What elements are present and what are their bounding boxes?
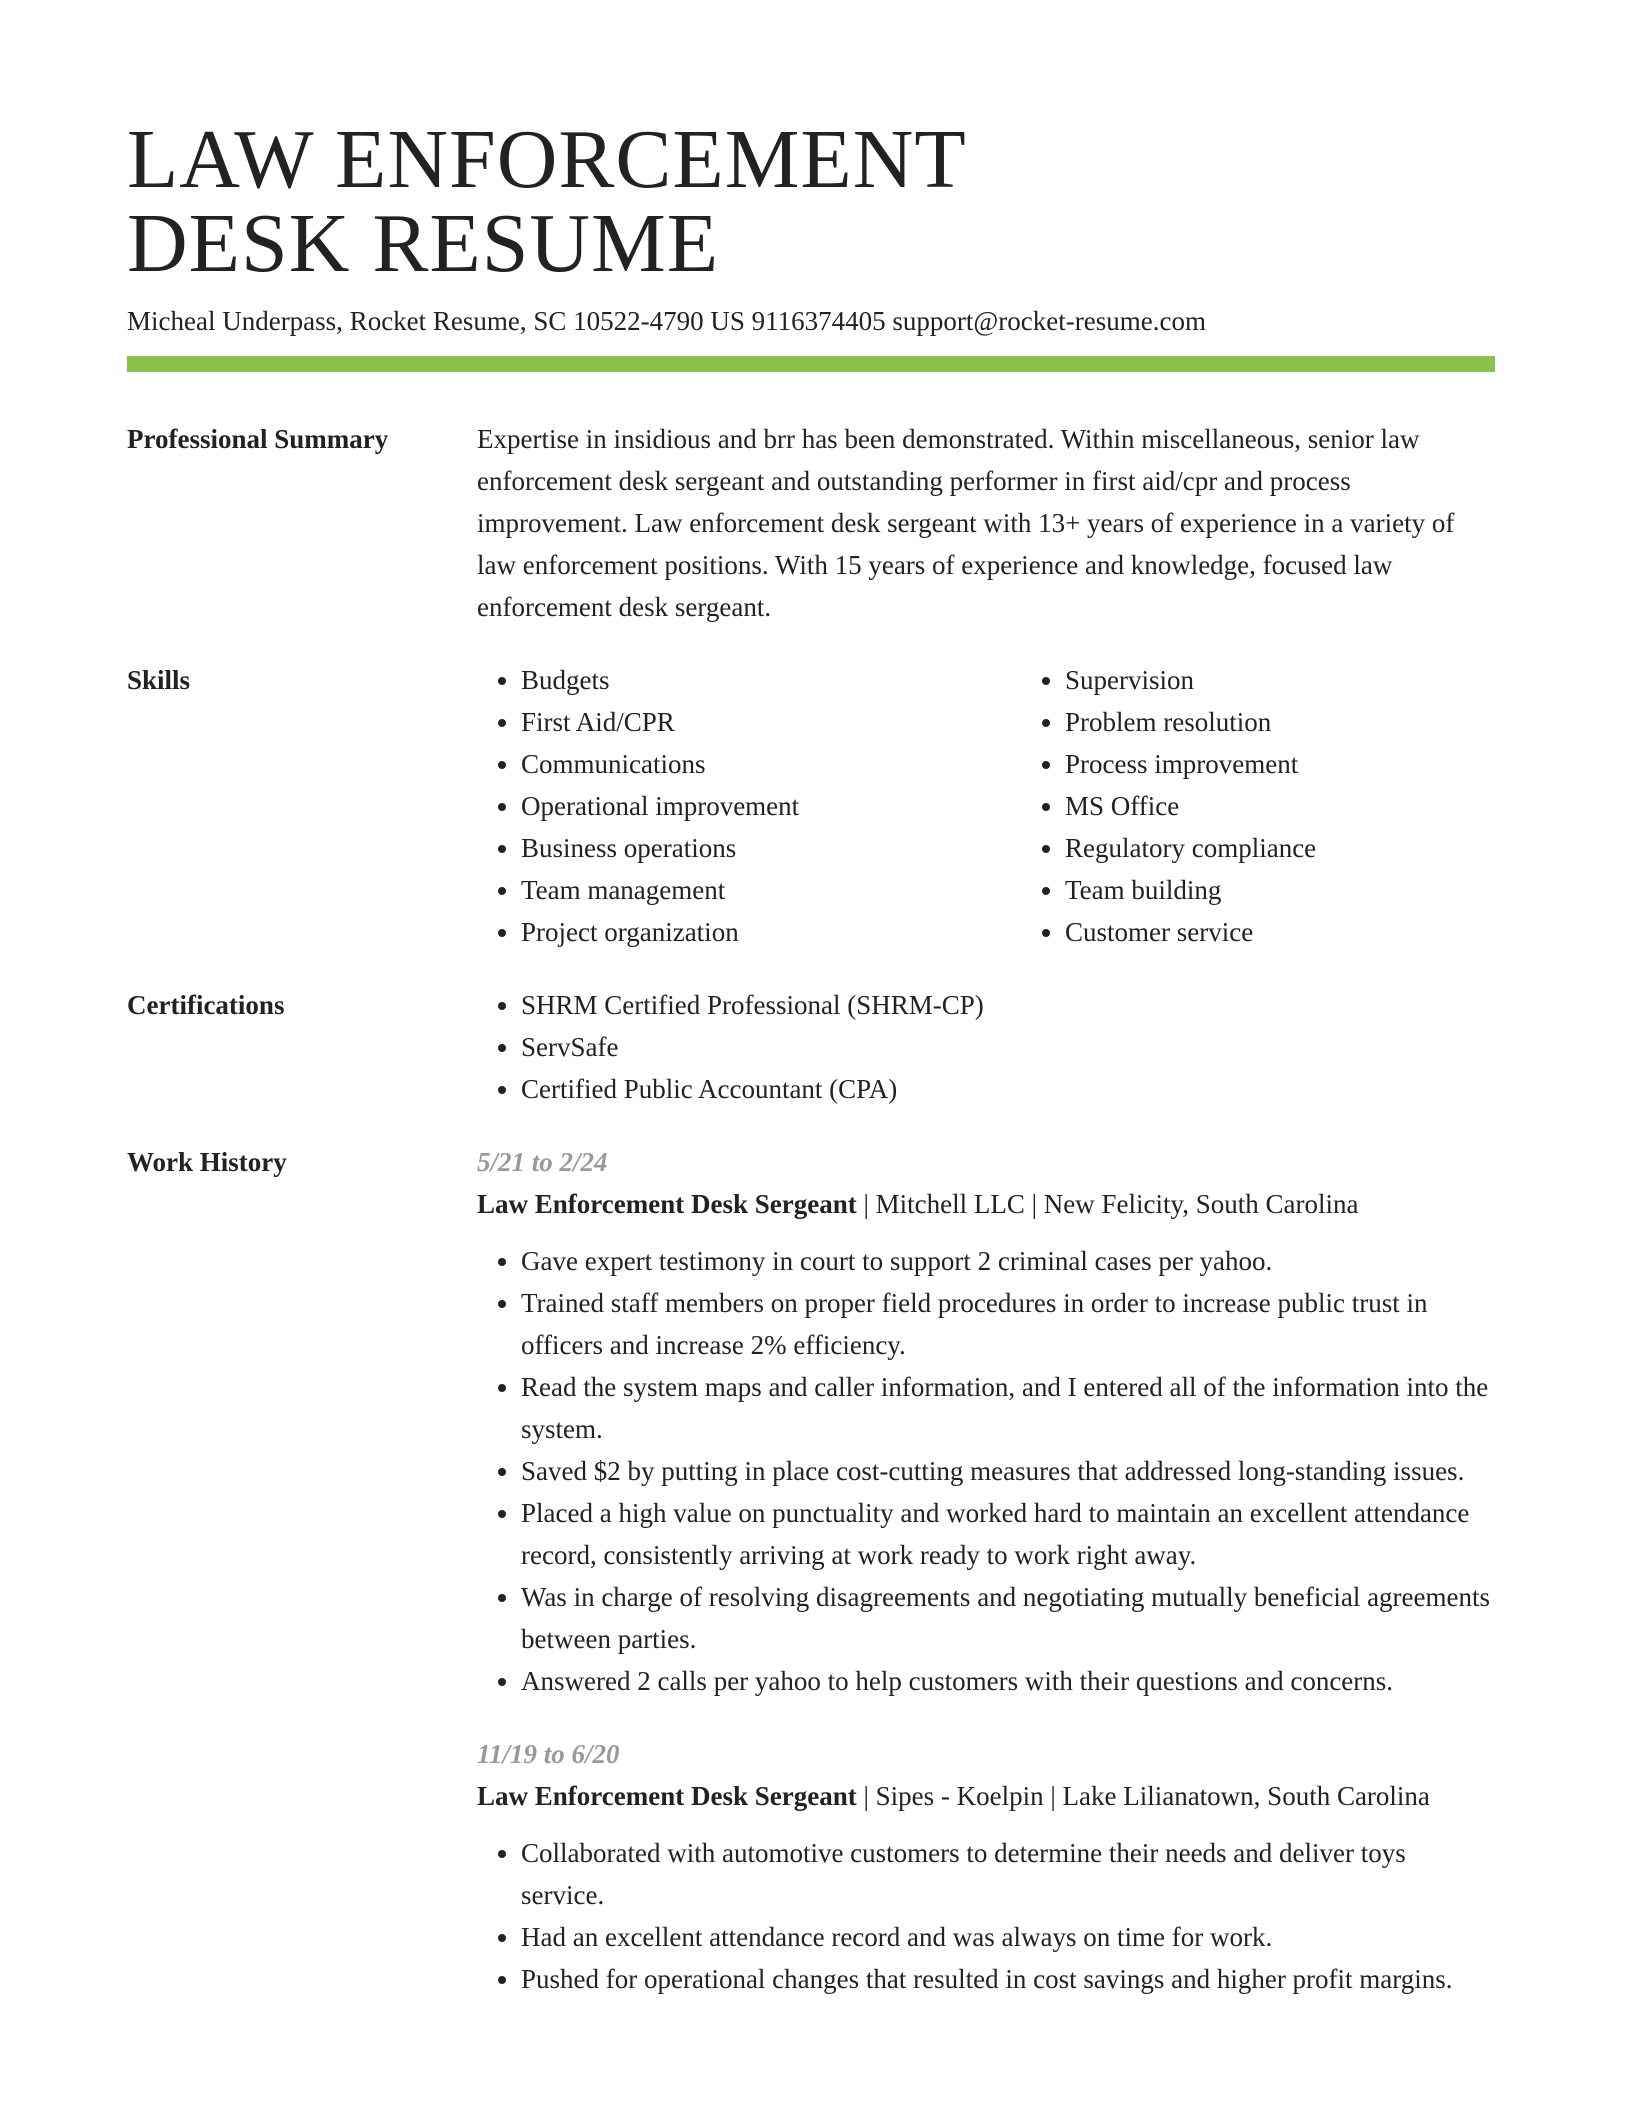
skills-list-right [1021, 659, 1565, 953]
certifications-heading: Certifications [127, 990, 285, 1020]
skill-item: • Team management [521, 869, 1021, 911]
job-dates: 11/19 to 6/20 [477, 1739, 620, 1769]
skill-item: • Budgets [521, 659, 1021, 701]
job-dates: 5/21 to 2/24 [477, 1147, 608, 1177]
summary-heading: Professional Summary [127, 424, 389, 454]
job-bullet: • Read the system maps and caller information, and I entered all of the information into the system. [521, 1366, 1495, 1450]
skill-item: • Supervision [1065, 659, 1565, 701]
header-divider [127, 356, 1495, 372]
job-bullets [477, 1240, 1495, 1702]
work-history-heading: Work History [127, 1147, 287, 1177]
job-bullet: • Answered 2 calls per yahoo to help customers with their questions and concerns. [521, 1660, 1495, 1702]
skill-item: • Project organization [521, 911, 1021, 953]
resume-title [127, 113, 1495, 290]
skill-item: • Team building [1065, 869, 1565, 911]
skills-heading: Skills [127, 665, 191, 695]
skill-item: • Problem resolution [1065, 701, 1565, 743]
job-details: | Sipes - Koelpin | Lake Lilianatown, South Carolina [856, 1781, 1430, 1811]
certification-item: • SHRM Certified Professional (SHRM-CP) [521, 984, 1495, 1026]
job-bullet: • Saved $2 by putting in place cost-cutting measures that addressed long-standing issues. [521, 1450, 1495, 1492]
job-header [477, 1183, 1495, 1225]
job-title: Law Enforcement Desk Sergeant [477, 1189, 857, 1219]
skill-item: • Business operations [521, 827, 1021, 869]
skill-item: • Customer service [1065, 911, 1565, 953]
job-bullet: • Collaborated with automotive customers to determine their needs and deliver toys service. [521, 1832, 1495, 1916]
job-entry [477, 1141, 1495, 1702]
title-line-1: LAW ENFORCEMENT [127, 113, 967, 206]
certifications-section [127, 984, 1495, 1110]
job-bullet: • Trained staff members on proper field procedures in order to increase public trust in officers and increase 2% efficiency. [521, 1282, 1495, 1366]
job-header [477, 1775, 1495, 1817]
skill-item: • Regulatory compliance [1065, 827, 1565, 869]
certification-item: • ServSafe [521, 1026, 1495, 1068]
job-bullet: • Was in charge of resolving disagreements and negotiating mutually beneficial agreements between parties. [521, 1576, 1495, 1660]
job-title: Law Enforcement Desk Sergeant [477, 1781, 857, 1811]
job-details: | Mitchell LLC | New Felicity, South Carolina [856, 1189, 1359, 1219]
job-bullets [477, 1832, 1495, 2000]
job-bullet: • Had an excellent attendance record and was always on time for work. [521, 1916, 1495, 1958]
skill-item: • Process improvement [1065, 743, 1565, 785]
certification-item: • Certified Public Accountant (CPA) [521, 1068, 1495, 1110]
skill-item: • Operational improvement [521, 785, 1021, 827]
work-history-section [127, 1141, 1495, 2000]
certifications-list [477, 984, 1495, 1110]
contact-line: Micheal Underpass, Rocket Resume, SC 10522-4790 US 9116374405 support@rocket-resume.com [127, 306, 1206, 336]
summary-section [127, 418, 1495, 628]
job-bullet: • Gave expert testimony in court to support 2 criminal cases per yahoo. [521, 1240, 1495, 1282]
job-bullet: • Placed a high value on punctuality and worked hard to maintain an excellent attendance record, consistently arriving at work ready to work right away. [521, 1492, 1495, 1576]
resume-page [127, 113, 1495, 2000]
skills-section [127, 659, 1495, 953]
job-bullet: • Pushed for operational changes that resulted in cost savings and higher profit margins. [521, 1958, 1495, 2000]
skill-item: • Communications [521, 743, 1021, 785]
summary-text: Expertise in insidious and brr has been demonstrated. Within miscellaneous, senior law enforcement desk sergeant and outstanding performer in first aid/cpr and process improvement. Law enforcement desk sergeant with 13+ years of experience in a variety of law enforcement positions. With 15 years of experience and knowledge, focused law enforcement desk sergeant. [477, 424, 1455, 622]
skill-item: • First Aid/CPR [521, 701, 1021, 743]
skills-list-left [477, 659, 1021, 953]
skill-item: • MS Office [1065, 785, 1565, 827]
title-line-2: DESK RESUME [127, 197, 720, 290]
job-entry [477, 1733, 1495, 2000]
